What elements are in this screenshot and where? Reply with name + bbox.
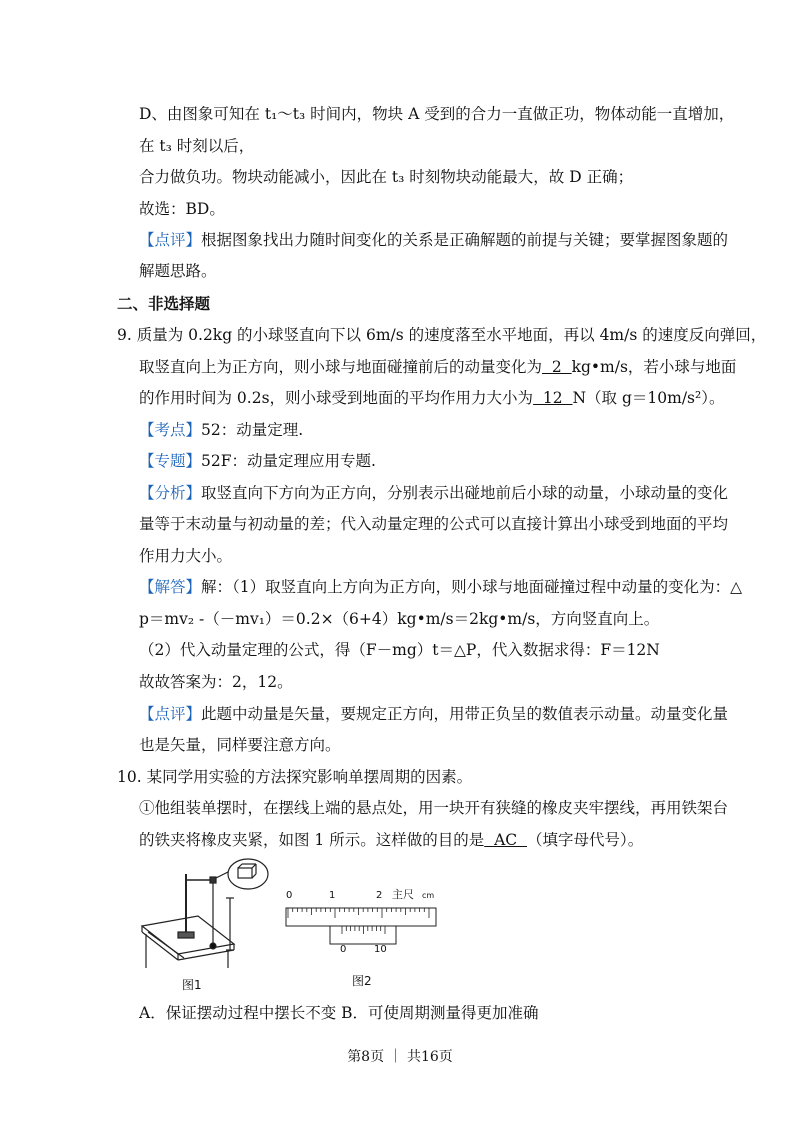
dianping-text: 此题中动量是矢量，要规定正方向，用带正负呈的数值表示动量。动量变化量: [201, 705, 729, 723]
stand-base: [178, 932, 194, 938]
dianping-line: [139, 703, 728, 725]
question-text: 某同学用实验的方法探究影响单摆周期的因素。: [146, 768, 473, 786]
question-10-line: [117, 766, 472, 788]
answer-blank: 2: [542, 358, 572, 376]
question-10-line: [139, 829, 643, 851]
option-line: A．保证摆动过程中摆长不变 B．可使周期测量得更加准确: [139, 1004, 539, 1022]
text-line: ①他组装单摆时，在摆线上端的悬点处，用一块开有狭缝的橡皮夹牢摆线，再用铁架台: [139, 799, 729, 817]
text-line: 解题思路。: [139, 262, 217, 280]
zhuanti-text: 52F：动量定理应用专题.: [201, 452, 376, 470]
jieda-line: [139, 576, 742, 598]
fenxi-tag: 【分析】: [139, 484, 202, 502]
main-scale-ticks: [288, 908, 429, 918]
comment-paragraph: [139, 229, 728, 251]
text-line: 量等于末动量与初动量的差；代入动量定理的公式可以直接计算出小球受到地面的平均: [139, 515, 729, 533]
vernier-tick-label: 0: [340, 944, 347, 955]
question-number: 9.: [117, 326, 132, 344]
answer-blank: 12: [533, 389, 573, 407]
question-number: 10.: [117, 768, 142, 786]
fenxi-line: [139, 482, 728, 504]
rubber-clamp: [210, 877, 216, 883]
jieda-text: 解：（1）取竖直向上方向为正方向，则小球与地面碰撞过程中动量的变化为：△: [201, 578, 743, 596]
text-line: 作用力大小。: [139, 547, 233, 565]
kaodian-tag: 【考点】: [139, 421, 202, 439]
main-scale-unit: cm: [422, 891, 435, 900]
main-scale-body: [286, 908, 436, 926]
question-9-line: [139, 356, 736, 378]
vernier-tick-label: 10: [374, 944, 387, 955]
magnified-clamp: [238, 868, 252, 878]
main-tick-label: 2: [376, 890, 383, 901]
question-text: 质量为 0.2kg 的小球竖直向下以 6m/s 的速度落至水平地面，再以 4m/s 的速度反向弹回，: [136, 326, 767, 344]
question-text: 的铁夹将橡皮夹紧，如图 1 所示。这样做的目的是: [139, 831, 485, 849]
main-tick-label: 0: [286, 890, 293, 901]
text-line: D、由图象可知在 t₁～t₃ 时间内，物块 A 受到的合力一直做正功，物体动能一直增加，: [139, 105, 735, 123]
text-line: （2）代入动量定理的公式，得（F－mg）t＝△P，代入数据求得：F＝12N: [139, 641, 660, 659]
question-text: N（取 g＝10m/s²）。: [572, 389, 725, 407]
page-footer: 第8页 ｜ 共16页: [347, 1049, 453, 1065]
jieda-tag: 【解答】: [139, 578, 202, 596]
fenxi-text: 取竖直向下方向为正方向，分别表示出碰地前后小球的动量，小球动量的变化: [201, 484, 729, 502]
main-scale-label: 主尺: [392, 888, 414, 901]
kaodian-line: [139, 419, 303, 441]
question-text: kg•m/s，若小球与地面: [571, 358, 737, 376]
question-text: 的作用时间为 0.2s，则小球受到地面的平均作用力大小为: [139, 389, 534, 407]
comment-text: 根据图象找出力随时间变化的关系是正确解题的前提与关键；要掌握图象题的: [201, 231, 729, 249]
dianping-tag: 【点评】: [139, 705, 202, 723]
question-text: 取竖直向上为正方向，则小球与地面碰撞前后的动量变化为: [139, 358, 543, 376]
zhuanti-line: [139, 450, 376, 472]
text-line: p＝mv₂ -（－mv₁）＝0.2×（6+4）kg•m/s＝2kg•m/s，方向竖直向上。: [139, 610, 660, 628]
text-line: 也是矢量，同样要注意方向。: [139, 736, 341, 754]
text-line: 故故答案为：2，12。: [139, 673, 293, 691]
question-9-line: [139, 387, 724, 409]
pendulum-bob: [210, 943, 216, 949]
text-line: 在 t₃ 时刻以后，: [139, 137, 255, 155]
kaodian-text: 52：动量定理.: [201, 421, 304, 439]
answer-blank: AC: [484, 831, 527, 849]
section-heading: 二、非选择题: [117, 295, 211, 313]
main-tick-label: 1: [329, 890, 336, 901]
question-text: （填字母代号）。: [526, 831, 644, 849]
text-line: 故选：BD。: [139, 200, 225, 218]
text-line: 合力做负功。物块动能减小，因此在 t₃ 时刻物块动能最大，故 D 正确；: [139, 168, 634, 186]
figure-2-caption: 图2: [352, 974, 372, 988]
vernier-slider: [330, 926, 396, 944]
figure-1-caption: 图1: [182, 978, 202, 992]
zhuanti-tag: 【专题】: [139, 452, 202, 470]
figure-2-vernier: [282, 886, 442, 962]
vernier-scale-ticks: [342, 926, 385, 934]
question-9-line: [117, 324, 766, 346]
figure-1-pendulum: [138, 858, 270, 970]
comment-tag: 【点评】: [139, 231, 202, 249]
